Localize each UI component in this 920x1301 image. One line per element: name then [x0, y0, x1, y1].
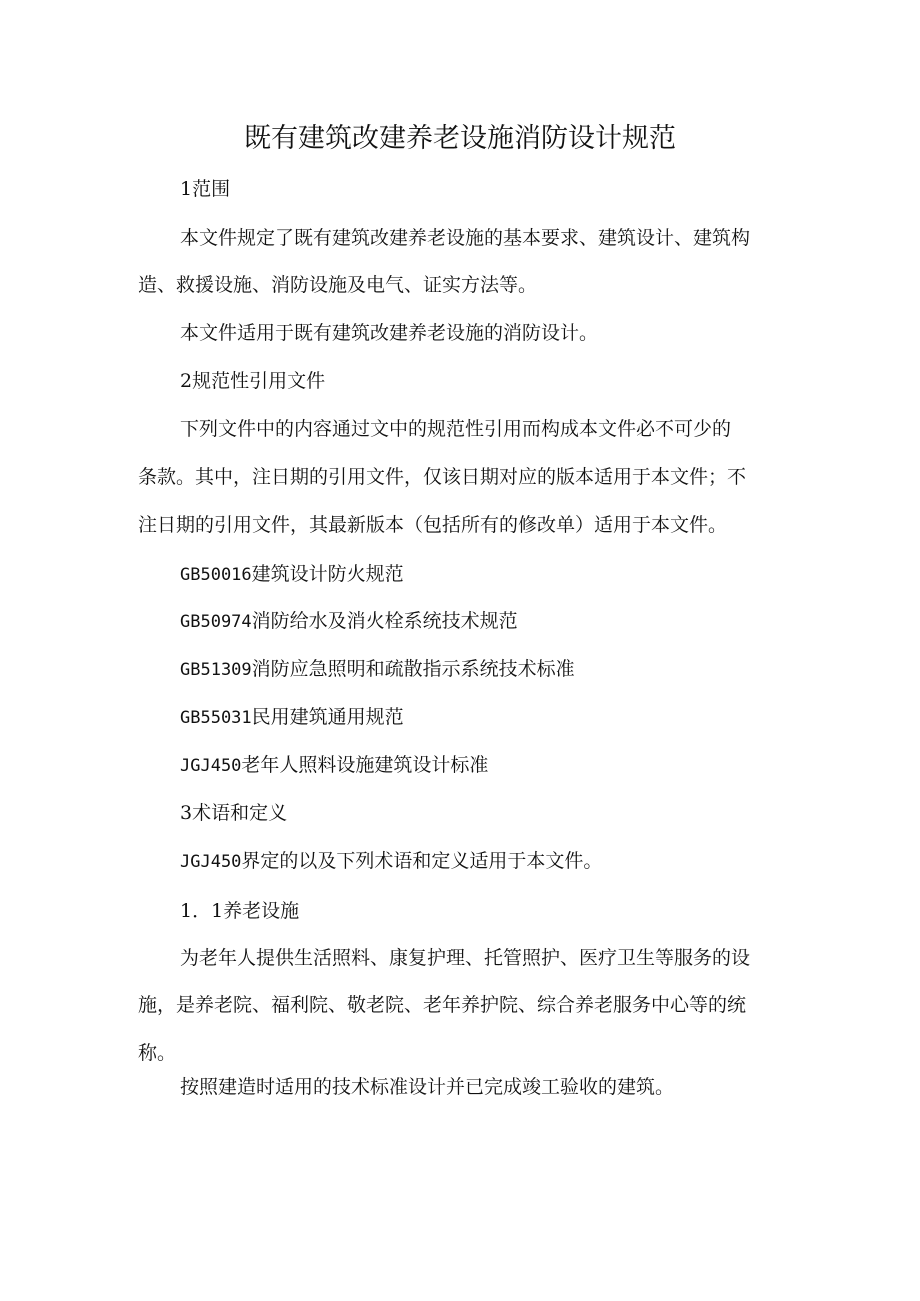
term-3-1-definition-line-2: 施，是养老院、福利院、敬老院、老年养护院、综合养老服务中心等的统	[138, 994, 747, 1016]
section-3-paragraph	[180, 848, 602, 875]
closing-paragraph: 按照建造时适用的技术标准设计并已完成竣工验收的建筑。	[180, 1076, 675, 1098]
section-1-heading: 1范围	[180, 178, 231, 200]
section-2-paragraph-line-3: 注日期的引用文件，其最新版本（包括所有的修改单）适用于本文件。	[138, 514, 728, 536]
reference-code: GB55031	[180, 708, 252, 728]
section-2-paragraph-line-2: 条款。其中，注日期的引用文件，仅该日期对应的版本适用于本文件；不	[138, 466, 747, 488]
reference-name: 老年人照料设施建筑设计标准	[241, 754, 489, 776]
reference-code: GB51309	[180, 660, 252, 680]
section-1-paragraph-2: 本文件适用于既有建筑改建养老设施的消防设计。	[180, 322, 599, 344]
reference-item	[180, 704, 404, 731]
term-3-1-definition-line-3: 称。	[138, 1042, 177, 1064]
section-3-paragraph-text: 界定的以及下列术语和定义适用于本文件。	[241, 850, 603, 872]
section-1-paragraph-1-line-2: 造、救援设施、消防设施及电气、证实方法等。	[138, 274, 538, 296]
reference-code: JGJ450	[180, 756, 242, 776]
reference-code: GB50016	[180, 565, 252, 585]
section-3-heading: 3术语和定义	[180, 802, 288, 824]
reference-code: GB50974	[180, 612, 252, 632]
reference-name: 消防给水及消火栓系统技术规范	[251, 610, 518, 632]
section-2-paragraph-line-1: 下列文件中的内容通过文中的规范性引用而构成本文件必不可少的	[180, 418, 732, 440]
section-2-heading: 2规范性引用文件	[180, 370, 326, 392]
document-title: 既有建筑改建养老设施消防设计规范	[244, 123, 676, 154]
reference-name: 民用建筑通用规范	[251, 706, 404, 728]
reference-item	[180, 561, 404, 588]
reference-item	[180, 608, 518, 635]
reference-name: 建筑设计防火规范	[251, 563, 404, 585]
section-1-paragraph-1-line-1: 本文件规定了既有建筑改建养老设施的基本要求、建筑设计、建筑构	[180, 227, 751, 249]
reference-code: JGJ450	[180, 852, 242, 872]
term-3-1-heading: 1．1养老设施	[180, 900, 300, 922]
reference-item	[180, 656, 575, 683]
reference-item	[180, 752, 488, 779]
term-3-1-definition-line-1: 为老年人提供生活照料、康复护理、托管照护、医疗卫生等服务的设	[180, 947, 751, 969]
reference-name: 消防应急照明和疏散指示系统技术标准	[251, 658, 575, 680]
